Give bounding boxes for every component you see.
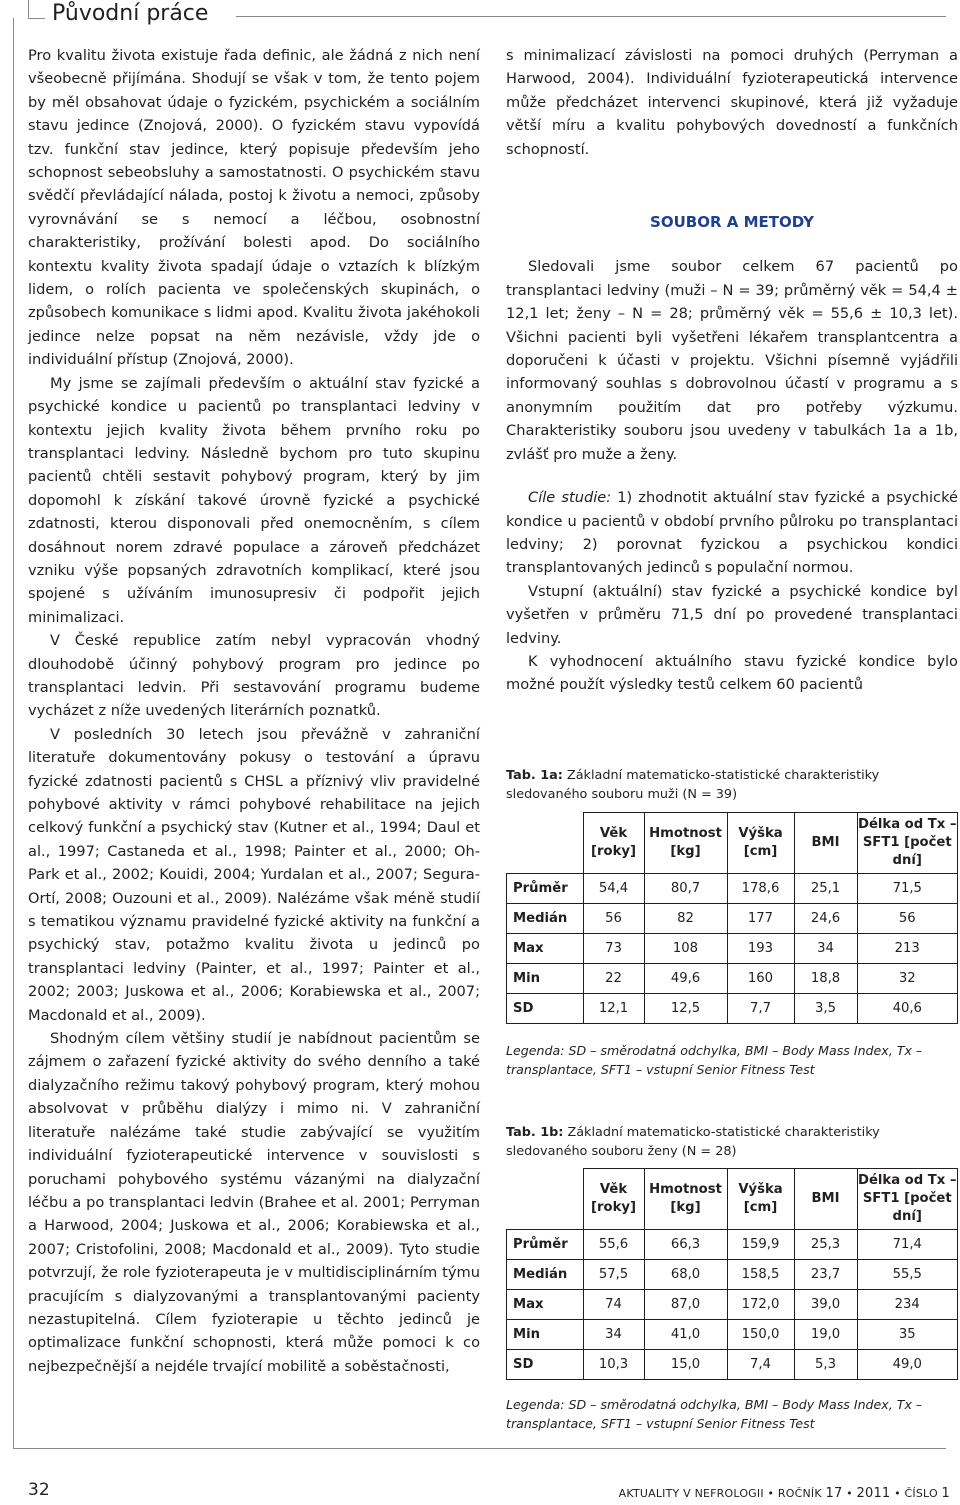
issue-label: ČÍSLO [904,1487,938,1500]
table-cell: 160 [727,964,794,994]
table-cell: 57,5 [583,1260,644,1290]
paragraph: My jsme se zajímali především o aktuální stav fyzické a psychické kondice u pacientů po transplantaci ledviny v kontextu jejich kvality života během prvního roku po transplantaci ledviny. Následně bychom pro tuto skupinu pacientů chtěli sestavit pohybový program, který by jim dopomohl k získání takové úrovně fyzické a psychické zdatnosti, kterou disponovali před onemocněním, s cílem dosáhnout norem zdravé populace a zároveň předcházet vzniku výše popsaných zdravotních komplikací, které jsou spojené s užíváním imunosupresiv či podpořit jejich minimalizaci. [28,374,480,626]
table-cell: 178,6 [727,874,794,904]
table-row [507,934,958,964]
table-cell: 68,0 [644,1260,727,1290]
table-cell: 56 [583,904,644,934]
table-cell: 73 [583,934,644,964]
header-cell: Výška [cm] [727,1169,794,1230]
table-cell: 80,7 [644,874,727,904]
table-a-legend: Legenda: SD – směrodatná odchylka, BMI – Body Mass Index, Tx – transplantace, SFT1 – vstupní Senior Fitness Test [506,1043,923,1077]
table-row [507,1350,958,1380]
table-header-row [507,1169,958,1230]
header-cell [507,1169,584,1230]
table-cell: 158,5 [727,1260,794,1290]
journal-name: AKTUALITY V NEFROLOGII [618,1487,764,1500]
header-cell: Věk [roky] [583,1169,644,1230]
table-b-caption-text: Základní matematicko-statistické charakteristiky sledovaného souboru ženy (N = 28) [506,1125,880,1159]
page-header [0,0,960,34]
journal-footer: AKTUALITY V NEFROLOGII • ROČNÍK 17 • 2011 • ČÍSLO 1 [618,1486,950,1501]
table-row [507,1320,958,1350]
paragraph: s minimalizací závislosti na pomoci druhých (Perryman a Harwood, 2004). Individuální fyzioterapeutická intervence může předcházet intervenci skupinové, která již vyžaduje větší míru a kvalitu pohybových dovedností a funkčních schopností. [506,47,958,158]
table-cell: 49,6 [644,964,727,994]
issue-number: 1 [941,1486,950,1501]
table-cell: 25,3 [794,1230,857,1260]
header-cell: Věk [roky] [583,813,644,874]
table-row [507,874,958,904]
header-cell: Hmotnost [kg] [644,813,727,874]
table-cell: 7,7 [727,994,794,1024]
table-cell: 19,0 [794,1320,857,1350]
table-cell: 193 [727,934,794,964]
table-cell: 5,3 [794,1350,857,1380]
row-label: SD [507,1350,584,1380]
paragraph: V České republice zatím nebyl vypracován vhodný dlouhodobě účinný pohybový program pro jedince po transplantaci ledvin. Při sestavování programu budeme vycházet z níže uvedených literárních poznatků. [28,632,480,720]
paragraph: Sledovali jsme soubor celkem 67 pacientů po transplantaci ledviny (muži – N = 39; průměrný věk = 54,4 ± 12,1 let; ženy – N = 28; průměrný věk = 55,6 ± 10,3 let). Všichni pacienti byli vyšetřeni lékařem transplantcentra a doporučeni k účasti v projektu. Všichni písemně vyjádřili informovaný souhlas s dobrovolnou účastí v programu a s anonymním použitím dat pro potřeby výzkumu. Charakteristiky souboru jsou uvedeny v tabulkách 1a a 1b, zvlášť pro muže a ženy. [506,258,958,463]
row-label: Medián [507,904,584,934]
table-cell: 55,6 [583,1230,644,1260]
row-label: Min [507,1320,584,1350]
table-cell: 34 [583,1320,644,1350]
table-cell: 10,3 [583,1350,644,1380]
row-label: Max [507,1290,584,1320]
table-a-caption [506,767,926,804]
table-cell: 7,4 [727,1350,794,1380]
table-cell: 87,0 [644,1290,727,1320]
table-cell: 34 [794,934,857,964]
table-cell: 22 [583,964,644,994]
page-frame-left [13,18,14,1448]
table-cell: 150,0 [727,1320,794,1350]
table-cell: 49,0 [857,1350,958,1380]
row-label: Průměr [507,1230,584,1260]
table-row [507,904,958,934]
row-label: Průměr [507,874,584,904]
table-cell: 12,1 [583,994,644,1024]
volume-label: ROČNÍK [777,1487,822,1500]
paragraph: Pro kvalitu života existuje řada definic, ale žádná z nich není všeobecně přijímána. Shodují se však v tom, že tento pojem by měl obsahovat údaje o fyzickém, psychickém a sociálním stavu jedince (Znojová, 2000). O fyzickém stavu vypovídá tzv. funkční stav jedince, který popisuje především jeho schopnost sebeobsluhy a samostatnosti. O psychickém stavu svědčí převládající nálada, postoj k životu a nemoci, způsoby vyrovnávání se s nemocí a léčbou, osobnostní charakteristiky, prožívání bolesti apod. Do sociálního kontextu kvality života spadají údaje o vztazích k blízkým lidem, o rolích pacienta ve společenských skupinách, o způsobech komunikace s lidmi apod. Kvalitu života jakéhokoli jedince nelze popsat na něm nezávisle, vždy jde o individuální přístup (Znojová, 2000). [28,47,480,369]
paragraph-aims [506,486,958,580]
table-b-caption-label: Tab. 1b: [506,1125,564,1140]
table-cell: 41,0 [644,1320,727,1350]
table-cell: 35 [857,1320,958,1350]
page-frame-bottom [13,1448,946,1449]
row-label: SD [507,994,584,1024]
table-cell: 234 [857,1290,958,1320]
table-a [506,812,958,1024]
table-cell: 177 [727,904,794,934]
section-heading: Původní práce [52,1,209,26]
table-cell: 213 [857,934,958,964]
table-cell: 71,4 [857,1230,958,1260]
table-row [507,1290,958,1320]
table-cell: 25,1 [794,874,857,904]
header-cell: Hmotnost [kg] [644,1169,727,1230]
table-cell: 24,6 [794,904,857,934]
header-rule [236,16,946,17]
table-cell: 12,5 [644,994,727,1024]
table-b-legend: Legenda: SD – směrodatná odchylka, BMI – Body Mass Index, Tx – transplantace, SFT1 – vstupní Senior Fitness Test [506,1397,923,1431]
paragraph: K vyhodnocení aktuálního stavu fyzické kondice bylo možné použít výsledky testů celkem 60 pacientů [506,652,958,694]
page-number: 32 [28,1480,50,1500]
table-cell: 15,0 [644,1350,727,1380]
header-cell: BMI [794,1169,857,1230]
table-a-caption-text: Základní matematicko-statistické charakteristiky sledovaného souboru muži (N = 39) [506,768,880,802]
header-corner-rule [28,0,45,19]
table-row [507,964,958,994]
table-b [506,1168,958,1380]
table-cell: 54,4 [583,874,644,904]
paragraph: Vstupní (aktuální) stav fyzické a psychické kondice byl vyšetřen v průměru 71,5 dní po provedené transplantaci ledviny. [506,582,958,647]
header-cell: BMI [794,813,857,874]
table-cell: 32 [857,964,958,994]
table-a-caption-label: Tab. 1a: [506,768,563,783]
table-row [507,1230,958,1260]
header-cell: Délka od Tx – SFT1 [počet dní] [857,813,958,874]
volume-number: 17 [825,1486,843,1501]
spacer [506,466,958,486]
aims-text: 1) zhodnotit aktuální stav fyzické a psychické kondice u pacientů v období prvního půlroku po transplantaci ledviny; 2) porovnat fyzickou a psychickou kondici transplantovaných jedinců s populační normou. [506,489,958,577]
row-label: Max [507,934,584,964]
table-cell: 18,8 [794,964,857,994]
row-label: Min [507,964,584,994]
table-header-row [507,813,958,874]
table-cell: 23,7 [794,1260,857,1290]
header-cell [507,813,584,874]
table-cell: 172,0 [727,1290,794,1320]
table-cell: 71,5 [857,874,958,904]
table-cell: 108 [644,934,727,964]
table-row [507,1260,958,1290]
table-row [507,994,958,1024]
table-cell: 56 [857,904,958,934]
paragraph: V posledních 30 letech jsou převážně v zahraniční literatuře dokumentovány pokusy o testování a úpravu fyzické zdatnosti pacientů s CHSL a příznivý vliv pravidelné pohybové aktivity v rámci pohybové rehabilitace na jejich celkový funkční a psychický stav (Kutner et al., 1994; Daul et al., 1997; Castaneda et al., 1998; Painter et al., 2000; Oh-Park et al., 2002; Kouidi, 2004; Yurdalan et al., 2007; Segura-Ortí, 2008; Ouzouni et al., 2009). Nalézáme však méně studií s tematikou významu pravidelné fyzické aktivity na funkční a psychický stav, potažmo kvalitu života u jedinců po transplantaci ledviny (Painter, et al., 1997; Painter et al., 2002; 2003; Juskowa et al., 2006; Korabiewska et al., 2007; Macdonald et al., 2009). [28,725,480,1024]
header-cell: Délka od Tx – SFT1 [počet dní] [857,1169,958,1230]
section-title: SOUBOR A METODY [650,213,814,232]
table-cell: 74 [583,1290,644,1320]
table-cell: 66,3 [644,1230,727,1260]
table-b-caption [506,1124,926,1161]
text-column-left [28,44,480,1378]
table-cell: 82 [644,904,727,934]
row-label: Medián [507,1260,584,1290]
table-cell: 39,0 [794,1290,857,1320]
table-cell: 55,5 [857,1260,958,1290]
table-cell: 159,9 [727,1230,794,1260]
aims-label: Cíle studie: [528,489,612,507]
table-cell: 40,6 [857,994,958,1024]
header-cell: Výška [cm] [727,813,794,874]
year: 2011 [856,1486,891,1501]
text-column-right [506,44,958,697]
paragraph: Shodným cílem většiny studií je nabídnout pacientům se zájmem o zařazení fyzické aktivity do svého denního a také dialyzačního režimu takový pohybový program, který mohou absolvovat v průběhu dialýzy i mimo ni. V zahraniční literatuře nalézáme také studie zabývající se využitím individuální fyzioterapeutické intervence v souvislosti s poruchami pohybového systému vázanými na dialyzační léčbu a po transplantaci ledvin (Brahee et al. 2001; Perryman a Harwood, 2004; Juskowa et al., 2006; Korabiewska et al., 2007; Cristofolini, 2008; Macdonald et al., 2009). Tyto studie potvrzují, že role fyzioterapeuta je v multidisciplinárním týmu pracujícím s dialyzovanými a transplantovanými pacienty nezastupitelná. Cílem fyzioterapie u těchto jedinců je optimalizace funkční schopnosti, která může pomoci k co nejbezpečnější a nejdéle trvající mobilitě a soběstačnosti, [28,1030,480,1375]
table-cell: 3,5 [794,994,857,1024]
